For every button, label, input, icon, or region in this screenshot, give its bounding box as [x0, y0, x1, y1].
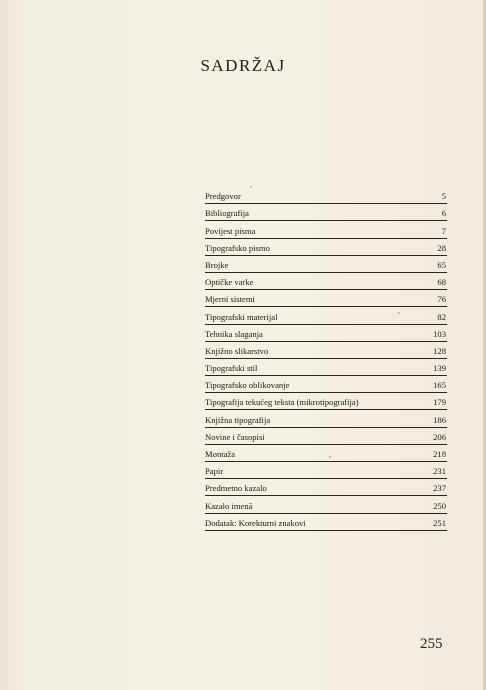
toc-label: Tipografsko oblikovanje	[205, 380, 290, 391]
toc-label: Predmetno kazalo	[205, 483, 267, 494]
toc-row	[205, 273, 447, 290]
toc-label: Povijest pisma	[205, 225, 256, 236]
toc-label: Optičke varke	[205, 277, 254, 288]
paper-speck	[250, 186, 252, 188]
page-title: SADRŽAJ	[200, 56, 286, 75]
paper-speck	[398, 312, 400, 314]
paper-speck	[329, 456, 331, 458]
toc-page-number: 65	[437, 259, 446, 270]
toc-row	[205, 325, 447, 342]
toc-page-number: 186	[433, 414, 446, 425]
toc-label: Knjižna tipografija	[205, 414, 271, 425]
toc-row	[205, 290, 447, 307]
table-of-contents	[205, 187, 447, 531]
toc-page-number: 165	[433, 380, 446, 391]
toc-page-number: 206	[433, 431, 446, 442]
toc-row	[205, 359, 447, 376]
toc-page-number: 82	[437, 311, 446, 322]
toc-label: Tehnika slaganja	[205, 328, 263, 339]
toc-page-number: 218	[433, 449, 446, 459]
toc-page-number: 179	[433, 397, 446, 408]
toc-label: Tipografija tekućeg teksta (mikrotipografija)	[205, 397, 359, 408]
toc-page-number: 237	[433, 483, 446, 494]
toc-label: Novine i časopisi	[205, 431, 265, 442]
toc-label: Predgovor	[205, 191, 241, 202]
toc-row	[205, 393, 447, 410]
toc-label: Papir	[205, 466, 224, 477]
toc-row	[205, 410, 447, 427]
toc-page-number: 231	[433, 466, 446, 477]
toc-label: Tipografski materijal	[205, 311, 278, 322]
toc-page-number: 68	[437, 277, 446, 288]
toc-label: Montaža	[205, 449, 236, 459]
toc-row	[205, 187, 447, 204]
toc-row	[205, 221, 447, 238]
toc-row	[205, 514, 447, 531]
toc-label: Brojke	[205, 259, 229, 270]
toc-page-number: 128	[433, 345, 446, 356]
toc-page-number: 76	[437, 294, 446, 305]
toc-row	[205, 479, 447, 496]
toc-row	[205, 496, 447, 513]
toc-page-number: 6	[441, 208, 446, 219]
toc-row	[205, 204, 447, 221]
toc-row	[205, 307, 447, 324]
toc-row	[205, 256, 447, 273]
toc-page-number: 28	[437, 242, 446, 253]
toc-label: Dodatak: Korekturni znakovi	[205, 517, 306, 528]
toc-row	[205, 462, 447, 479]
toc-row	[205, 239, 447, 256]
toc-page-number: 251	[433, 517, 446, 528]
toc-row	[205, 428, 447, 445]
toc-row	[205, 342, 447, 359]
page-number: 255	[420, 636, 443, 652]
toc-label: Mjerni sistemi	[205, 294, 255, 305]
toc-label: Tipografski stil	[205, 363, 258, 374]
toc-label: Knjižno slikarstvo	[205, 345, 269, 356]
toc-row	[205, 376, 447, 393]
toc-label: Kazalo imenā	[205, 500, 253, 511]
toc-label: Bibliografija	[205, 208, 249, 219]
toc-label: Tipografsko pismo	[205, 242, 270, 253]
toc-page-number: 103	[433, 328, 446, 339]
toc-page-number: 250	[433, 500, 446, 511]
toc-row	[205, 445, 447, 462]
toc-page-number: 7	[441, 225, 446, 236]
toc-page-number: 139	[433, 363, 446, 374]
toc-page-number: 5	[441, 191, 446, 202]
